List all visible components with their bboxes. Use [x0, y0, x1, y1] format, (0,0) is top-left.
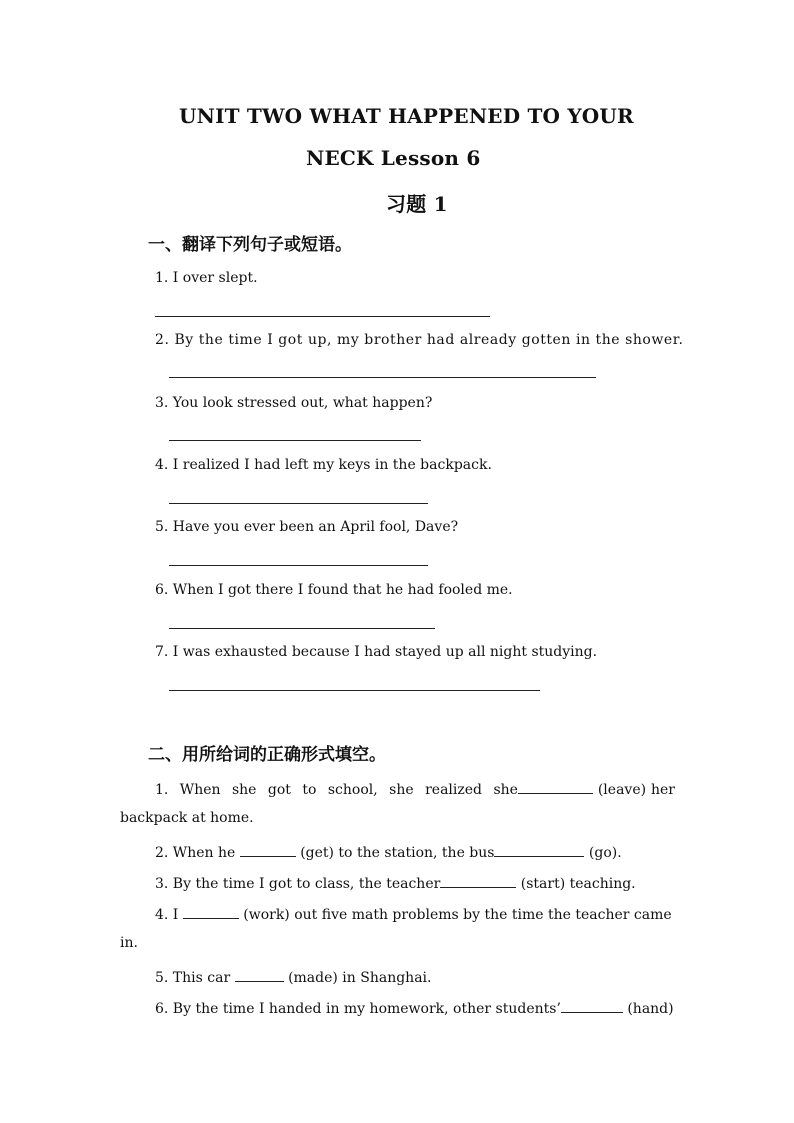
translate-item-1: 1. I over slept. [155, 270, 258, 286]
answer-line-3[interactable] [169, 440, 421, 441]
fill-item-1-tail: her [650, 782, 675, 798]
fill-item-6-text: 6. By the time I handed in my homework, other students’ [155, 1001, 561, 1017]
section-1-heading: 一、翻译下列句子或短语。 [148, 235, 352, 255]
answer-line-6[interactable] [169, 628, 435, 629]
fill-blank-6[interactable] [561, 998, 623, 1013]
fill-item-5-text: 5. This car [155, 970, 231, 986]
fill-item-1-text: 1. When she got to school, she realized she [155, 782, 518, 798]
fill-item-3-text: 3. By the time I got to class, the teacher [155, 876, 441, 892]
fill-item-4 [155, 904, 672, 923]
answer-line-5[interactable] [169, 565, 428, 566]
translate-item-6: 6. When I got there I found that he had fooled me. [155, 582, 513, 598]
fill-item-3-hint: (start) teaching. [520, 876, 636, 892]
page-title-line-1: UNIT TWO WHAT HAPPENED TO YOUR [179, 104, 634, 128]
fill-item-4-continuation: in. [120, 935, 138, 951]
fill-blank-4[interactable] [183, 904, 239, 919]
fill-blank-2a[interactable] [240, 842, 296, 857]
answer-line-4[interactable] [169, 503, 428, 504]
translate-item-4: 4. I realized I had left my keys in the backpack. [155, 457, 492, 473]
answer-line-1[interactable] [155, 316, 490, 317]
fill-item-6 [155, 998, 674, 1017]
fill-item-4-hint: (work) out five math problems by the time the teacher came [243, 907, 672, 923]
fill-item-2-text: 2. When he [155, 845, 236, 861]
fill-item-4-text: 4. I [155, 907, 179, 923]
answer-line-2[interactable] [169, 377, 596, 378]
page-title-line-2: NECK Lesson 6 [306, 146, 481, 170]
fill-blank-3[interactable] [440, 873, 516, 888]
fill-item-5 [155, 967, 431, 986]
fill-item-2-hint: (go). [588, 845, 622, 861]
section-2-heading: 二、用所给词的正确形式填空。 [148, 745, 386, 765]
fill-item-1-hint: (leave) [597, 782, 647, 798]
translate-item-7: 7. I was exhausted because I had stayed up all night studying. [155, 644, 598, 660]
translate-item-3: 3. You look stressed out, what happen? [155, 395, 433, 411]
fill-blank-1[interactable] [518, 779, 593, 794]
translate-item-2: 2. By the time I got up, my brother had already gotten in the shower. [155, 332, 684, 348]
exercise-label: 习题 1 [386, 192, 448, 216]
fill-item-5-hint: (made) in Shanghai. [288, 970, 432, 986]
fill-item-1-continuation: backpack at home. [120, 810, 254, 826]
fill-item-2-mid: (get) to the station, the bus [300, 845, 495, 861]
fill-item-6-hint: (hand) [627, 1001, 674, 1017]
answer-line-7[interactable] [169, 690, 540, 691]
fill-blank-2b[interactable] [494, 842, 584, 857]
fill-item-2 [155, 842, 622, 861]
translate-item-5: 5. Have you ever been an April fool, Dave? [155, 519, 459, 535]
fill-blank-5[interactable] [235, 967, 284, 982]
fill-item-3 [155, 873, 636, 892]
fill-item-1 [155, 779, 675, 798]
